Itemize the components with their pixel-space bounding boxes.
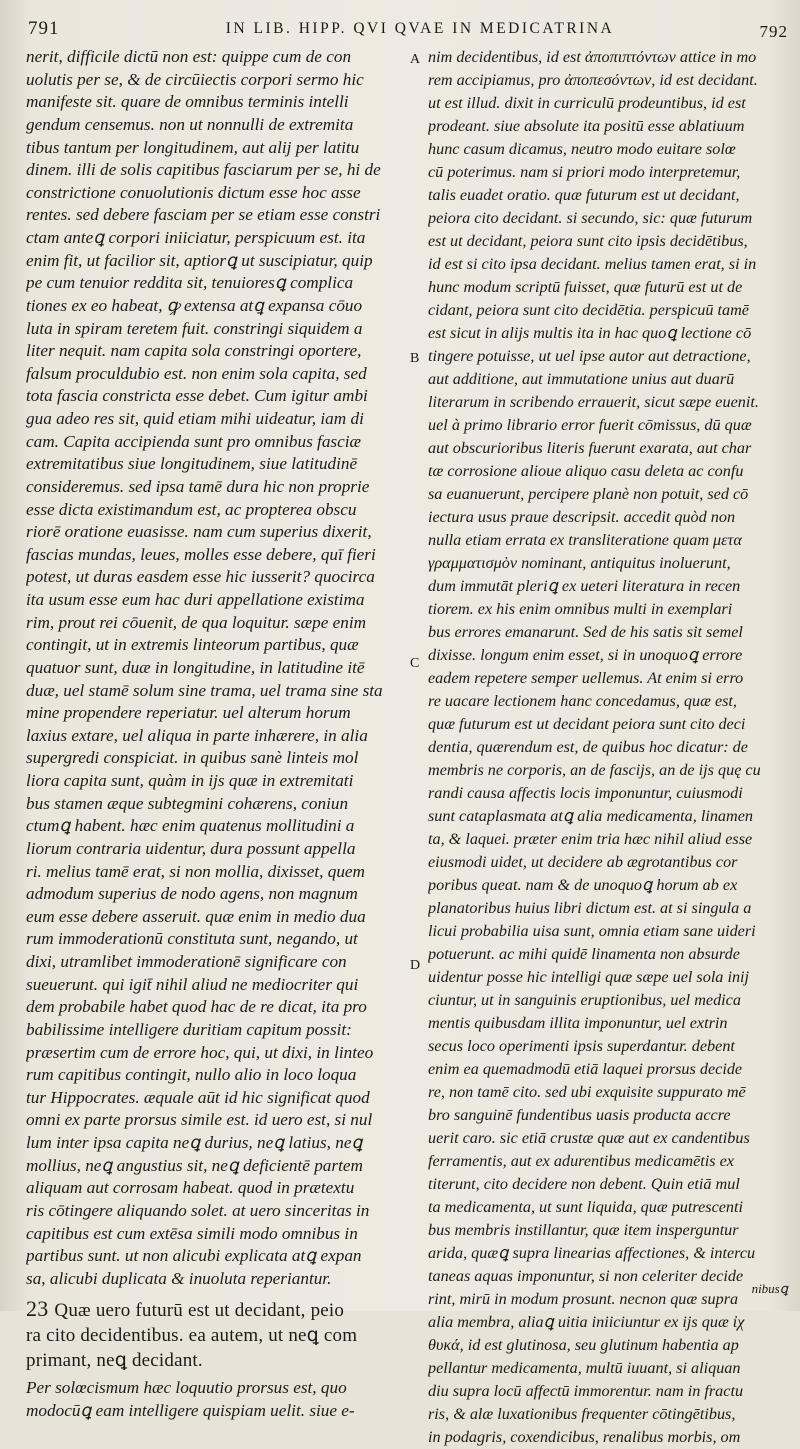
text-line: γραμματισμὸν nominant, antiquitus inoluerunt, bbox=[428, 554, 731, 572]
text-line: sa euanuerunt, percipere planè non potuit, sed cō bbox=[428, 485, 749, 503]
text-line: pellantur medicamenta, multū iuuant, si aliquan bbox=[428, 1359, 741, 1377]
text-line: mentis quibusdam illita imponuntur, uel extrin bbox=[428, 1014, 728, 1032]
text-line: uerit caro. sic etiā crustæ quæ aut ex candentibus bbox=[428, 1129, 750, 1147]
text-line: tæ corrosione alioue aliquo casu deleta ac confu bbox=[428, 462, 744, 480]
text-line: peiora cito decidant. si secundo, sic: quæ futurum bbox=[428, 209, 753, 227]
page-header bbox=[0, 14, 800, 42]
text-line: eum esse debere asseruit. quæ enim in medio dua bbox=[26, 906, 366, 926]
commentary-text-left bbox=[26, 46, 404, 1290]
text-line: duæ, uel stamē solum sine trama, uel trama sine sta bbox=[26, 680, 383, 700]
text-line: est sicut in alijs multis ita in hac quoꝗ lectione cō bbox=[428, 324, 752, 342]
text-line: tibus tantum per longitudinem, aut alij per latitu bbox=[26, 137, 360, 157]
folio-number-right: 792 bbox=[759, 22, 788, 41]
catchword: nibusꝗ bbox=[751, 1281, 788, 1296]
text-line: rim, prout rei cōuenit, de qua loquitur. sæpe enim bbox=[26, 612, 367, 632]
text-line: in podagris, coxendicibus, renalibus morbis, om bbox=[428, 1428, 741, 1446]
text-line: sunt cataplasmata atꝗ alia medicamenta, linamen bbox=[428, 807, 753, 825]
text-line: planatoribus huius libri dictum est. at si singula a bbox=[428, 899, 752, 917]
text-line: manifeste sit. quare de omnibus terminis intelli bbox=[26, 92, 349, 112]
left-text-column bbox=[26, 46, 404, 1423]
text-line: lum inter ipsa capita neꝗ durius, neꝗ latius, neꝗ bbox=[26, 1133, 363, 1152]
text-line: dentia, quærendum est, de quibus hoc dicatur: de bbox=[428, 738, 748, 756]
text-line: præsertim cum de errore hoc, qui, ut dixi, in linteo bbox=[26, 1042, 374, 1062]
text-line: supergredi conspiciat. in quibus sanè linteis mol bbox=[26, 748, 359, 768]
text-line: liora capita sunt, quàm in ijs quæ in extremitati bbox=[26, 771, 354, 790]
text-line: esse dicta existimandum est, ac propterea obscu bbox=[26, 499, 357, 519]
text-line: dinem. illi de solis capitibus fasciarum per se, hi de bbox=[26, 160, 381, 180]
lemma-line: ra cito decidentibus. ea autem, ut neꝗ com bbox=[26, 1325, 358, 1347]
text-line: dixisse. longum enim esset, si in unoquoꝗ errore bbox=[428, 646, 743, 664]
text-line: tiones ex eo habeat, ꝙ extensa atꝗ expansa cōuo bbox=[26, 295, 363, 315]
text-line: taneas aquas imponuntur, si non celeriter decide bbox=[428, 1267, 744, 1285]
text-line: pe cum tenuior reddita sit, tenuioresꝗ complica bbox=[26, 273, 354, 293]
text-line: dem probabile habet quod hac de re dicat, ita pro bbox=[26, 997, 367, 1017]
text-line: nerit, difficile dictū non est: quippe cum de con bbox=[26, 47, 352, 66]
text-line: ferramentis, aut ex adurentibus medicamētis ex bbox=[428, 1152, 734, 1170]
text-line: licui probabilia uisa sunt, omnia etiam sane uideri bbox=[428, 922, 756, 940]
margin-letter-a: A bbox=[410, 52, 421, 67]
text-line: talis euadet oratio. quæ futurum est ut decidant, bbox=[428, 186, 740, 204]
text-line: rentes. sed debere fasciam per se etiam esse constri bbox=[26, 205, 381, 225]
text-line: randi causa affectis locis imponuntur, cuiusmodi bbox=[428, 784, 743, 802]
text-line: potuerunt. ac mihi quidē linamenta non absurde bbox=[428, 945, 740, 963]
running-head: IN LIB. HIPP. QVI QVAE IN MEDICATRINA bbox=[225, 20, 615, 37]
text-line: liorum contraria uidentur, dura possunt appella bbox=[26, 838, 356, 858]
margin-letter-c: C bbox=[410, 656, 420, 671]
text-line: tiorem. ex his enim omnibus multi in exemplari bbox=[428, 600, 733, 618]
right-text-column bbox=[428, 46, 784, 1449]
text-line: membris ne corporis, an de fascijs, an de ijs quę cu bbox=[428, 761, 761, 779]
text-line: constrictione conuolutionis dictum esse hoc asse bbox=[26, 182, 361, 202]
text-line: rum immoderationū constituta sunt, negando, ut bbox=[26, 929, 358, 949]
text-line: literarum in scribendo errauerit, sicut sæpe euenit. bbox=[428, 393, 759, 411]
text-line: contingit, ut in extremis linteorum partibus, quæ bbox=[26, 635, 359, 655]
text-line: aut additione, aut immutatione unius aut duarū bbox=[428, 370, 735, 388]
text-line: laxius extare, uel aliqua in parte inhærere, in alia bbox=[26, 725, 368, 745]
lemma-line bbox=[26, 1296, 404, 1323]
text-line: nulla etiam errata ex transliteratione quam μετα bbox=[428, 531, 742, 549]
folio-number-left: 791 bbox=[28, 18, 60, 39]
text-line: bus stamen æque subtegmini cohærens, coniun bbox=[26, 793, 349, 813]
text-line: tota fascia constricta esse debet. Cum igitur ambi bbox=[26, 386, 368, 406]
text-line: secus loco operimenti ipsis superdantur. debent bbox=[428, 1037, 735, 1055]
text-line: uidentur posse hic intelligi quæ sæpe uel sola inij bbox=[428, 968, 750, 986]
text-line: iectura usus praue descripsit. accedit quòd non bbox=[428, 508, 736, 526]
text-line: bro sanguinē fundentibus uasis producta accre bbox=[428, 1106, 731, 1124]
text-line: babilissime intelligere duritiam capitum possit: bbox=[26, 1019, 352, 1039]
text-line: gua adeo res sit, quid etiam mihi uideatur, iam di bbox=[26, 409, 364, 428]
text-line: partibus sunt. ut non alicubi explicata atꝗ expan bbox=[26, 1246, 362, 1266]
text-line: luta in spiram teretem fuit. constringi siquidem a bbox=[26, 318, 363, 338]
text-line: consideremus. sed ipsa tamē dura hic non proprie bbox=[26, 476, 370, 496]
text-line: θυκά, id est glutinosa, seu glutinum habentia ap bbox=[428, 1336, 739, 1354]
text-line: capitibus est cum extēsa simili modo omnibus in bbox=[26, 1223, 358, 1243]
text-line: ta, & laquei. præter enim tria hæc nihil aliud esse bbox=[428, 830, 753, 848]
lemma-23 bbox=[26, 1296, 404, 1373]
text-line: eiusmodi uidet, ut decidere ab ægrotantibus cor bbox=[428, 853, 738, 871]
text-line: bus membris instillantur, quæ item insperguntur bbox=[428, 1221, 739, 1239]
text-line: ut est illud. dixit in curriculū prodeuntibus, id est bbox=[428, 94, 746, 112]
text-line: ciuntur, ut in sanguinis eruptionibus, uel medica bbox=[428, 991, 741, 1009]
text-line: tingere potuisse, ut uel ipse autor aut detractione, bbox=[428, 347, 751, 365]
text-line: rem accipiamus, pro ἀποπεσόντων, id est decidant. bbox=[428, 71, 758, 89]
margin-letter-d: D bbox=[410, 958, 421, 973]
text-line: rint, mirū in modum prosunt. necnon quæ supra bbox=[428, 1290, 739, 1308]
text-line: ctam anteꝗ corpori iniiciatur, perspicuum est. ita bbox=[26, 228, 366, 247]
text-line: extremitatibus siue longitudinem, siue latitudinē bbox=[26, 454, 358, 474]
text-line: ta medicamenta, ut sunt liquida, quæ putrescenti bbox=[428, 1198, 744, 1216]
text-line: liter nequit. nam capita sola constringi oportere, bbox=[26, 341, 362, 361]
text-line: ris, & alæ luxationibus frequenter cōtingētibus, bbox=[428, 1405, 736, 1423]
text-line: est ut decidant, peiora sunt cito ipsis decidētibus, bbox=[428, 232, 748, 250]
text-line: poribus queat. nam & de unoquoꝗ horum ab ex bbox=[428, 876, 738, 894]
text-line: ri. melius tamē erat, si non mollia, dixisset, quem bbox=[26, 861, 365, 881]
text-line: rum capitibus contingit, nullo alio in loco loqua bbox=[26, 1065, 357, 1085]
text-line: re, non tamē cito. sed ubi exquisite suppurato mē bbox=[428, 1083, 746, 1101]
text-line: potest, ut duras easdem esse hic iusserit? quocirca bbox=[26, 567, 375, 587]
margin-letter-b: B bbox=[410, 351, 420, 366]
text-line: admodum superius de nodo agens, non magnum bbox=[26, 884, 358, 904]
text-line: aut obscurioribus literis fuerunt exarata, aut char bbox=[428, 439, 752, 457]
text-line: re uacare lectionem hanc concedamus, quæ est, bbox=[428, 692, 737, 710]
commentary-text-lemma-23 bbox=[26, 1377, 404, 1422]
text-line: cū poterimus. nam si priori modo interpretemur, bbox=[428, 163, 741, 181]
lemma-line-text: Quæ uero futurū est ut decidant, peio bbox=[54, 1300, 345, 1322]
text-line: bus errores emanarunt. Sed de his satis sit semel bbox=[428, 623, 743, 641]
lemma-line: primant, neꝗ decidant. bbox=[26, 1350, 203, 1372]
text-line: aliquam aut corrosam habeat. quod in prætextu bbox=[26, 1178, 355, 1198]
text-line: enim ea quemadmodū etiā laquei prorsus decide bbox=[428, 1060, 743, 1078]
text-line: id est si cito ipsa decidant. melius tamen erat, si in bbox=[428, 255, 757, 273]
text-line: hunc casum dicamus, neutro modo euitare solœ bbox=[428, 140, 736, 158]
text-line: modocūꝗ eam intelligere quispiam uelit. siue e- bbox=[26, 1401, 355, 1420]
text-line: arida, quæꝗ supra linearias affectiones, & intercu bbox=[428, 1244, 756, 1262]
text-line: riorē oratione euasisse. nam cum superius dixerit, bbox=[26, 522, 372, 542]
commentary-text-right bbox=[428, 46, 784, 1449]
text-line: uel à primo librario error fuerit cōmissus, dū quæ bbox=[428, 416, 752, 434]
text-line: mollius, neꝗ angustius sit, neꝗ deficientē partem bbox=[26, 1155, 363, 1175]
text-line: tur Hippocrates. æquale aūt id hic significat quod bbox=[26, 1087, 370, 1107]
text-line: enim fit, ut facilior sit, aptiorꝗ ut suscipiatur, quip bbox=[26, 250, 373, 270]
text-line: omni ex parte prorsus simile est. id uero est, si nul bbox=[26, 1110, 373, 1130]
text-line: alia membra, aliaꝗ uitia iniiciuntur ex ijs quæ ἰχ bbox=[428, 1313, 745, 1331]
text-line: ris cōtingere aliquando solet. at uero sinceritas in bbox=[26, 1200, 370, 1220]
text-line: sueuerunt. qui igit̄ nihil aliud ne mediocriter qui bbox=[26, 974, 359, 994]
lemma-number: 23 bbox=[26, 1296, 49, 1322]
text-line: cam. Capita accipienda sunt pro omnibus fasciæ bbox=[26, 431, 361, 451]
text-line: Per solœcismum hæc loquutio prorsus est, quo bbox=[26, 1378, 347, 1398]
text-line: gendum censemus. non ut nonnulli de extremita bbox=[26, 114, 354, 134]
text-line: dum immutāt pleriꝗ ex ueteri literatura in recen bbox=[428, 577, 741, 595]
text-line: quatuor sunt, duæ in longitudine, in latitudine itē bbox=[26, 657, 365, 677]
text-line: sa, alicubi duplicata & inuoluta reperiantur. bbox=[26, 1268, 332, 1288]
text-line: cidant, peiora sunt cito decidētia. perspicuū tamē bbox=[428, 301, 749, 319]
text-line: diu supra locū affectū immorentur. nam in fractu bbox=[428, 1382, 744, 1400]
text-line: ita usum esse eum hac duri appellatione existima bbox=[26, 590, 365, 609]
text-line: dixi, utramlibet immoderationē significare con bbox=[26, 952, 347, 971]
text-line: falsum proculdubio est. non enim sola capita, sed bbox=[26, 363, 367, 383]
text-line: titerunt, cito decidere non debent. Quin etiā mul bbox=[428, 1175, 740, 1193]
text-line: prodeant. siue absolute ita positū esse ablatiuum bbox=[428, 117, 745, 135]
text-line: nim decidentibus, id est ἀποπιπτόντων attice in mo bbox=[428, 48, 757, 66]
text-line: fascias mundas, leues, molles esse debere, quī fieri bbox=[26, 544, 376, 564]
text-line: mine propendere reperiatur. uel alterum horum bbox=[26, 703, 351, 723]
text-line: uolutis per se, & de circūiectis corpori sermo hic bbox=[26, 69, 364, 89]
text-line: eadem repetere semper uellemus. At enim si erro bbox=[428, 669, 744, 687]
text-line: quæ futurum est ut decidant peiora sunt cito deci bbox=[428, 715, 746, 733]
text-line: ctumꝗ habent. hæc enim quatenus mollitudini a bbox=[26, 816, 355, 836]
text-line: hunc modum scriptū fuisset, quæ futurū est ut de bbox=[428, 278, 743, 296]
